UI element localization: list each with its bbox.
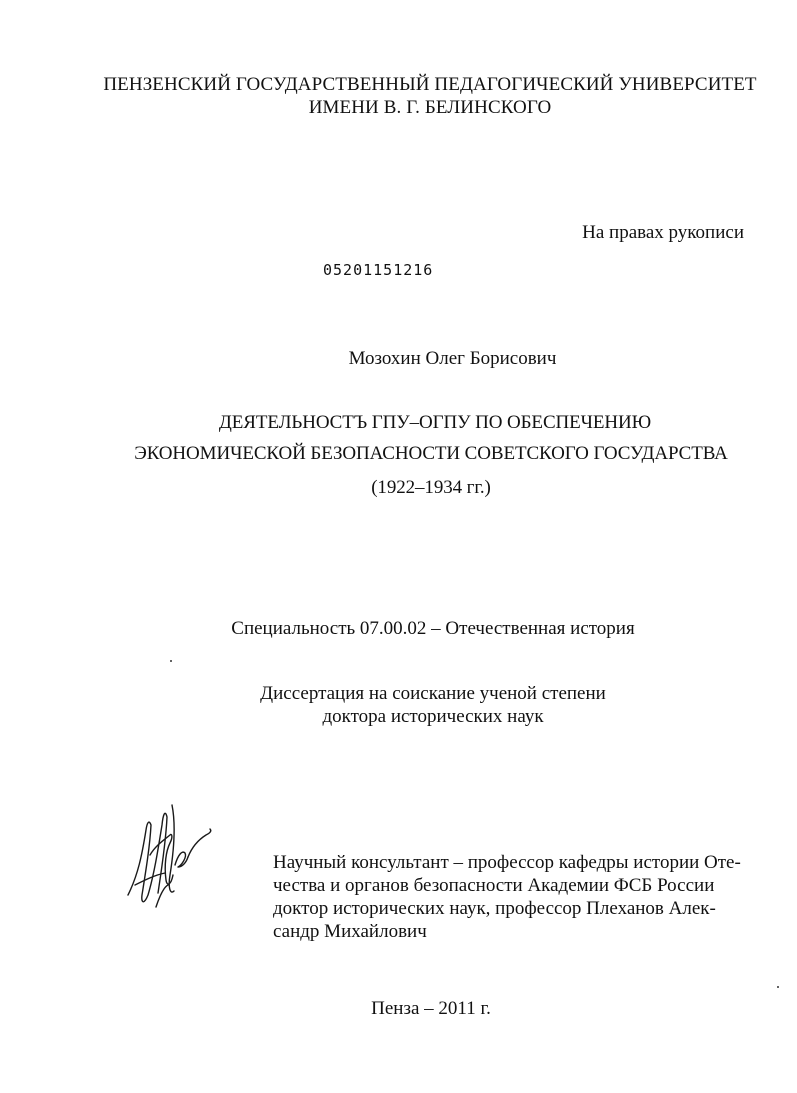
city-and-year: Пенза – 2011 г.	[371, 998, 491, 1019]
author-name: Мозохин Олег Борисович	[348, 348, 557, 369]
university-name-line1: ПЕНЗЕНСКИЙ ГОСУДАРСТВЕННЫЙ ПЕДАГОГИЧЕСКИЙ УНИВЕРСИТЕТ	[103, 74, 757, 95]
university-name-line2: ИМЕНИ В. Г. БЕЛИНСКОГО	[308, 97, 552, 118]
consultant-line3: доктор исторических наук, профессор Плеханов Алек-	[273, 898, 716, 919]
handwritten-signature	[120, 795, 220, 920]
scientific-consultant-block	[273, 851, 763, 943]
dissertation-title-years: (1922–1934 гг.)	[371, 477, 491, 498]
degree-statement-line1: Диссертация на соискание ученой степени	[260, 683, 606, 704]
catalog-number: 05201151216	[323, 261, 434, 279]
consultant-line4: сандр Михайлович	[273, 921, 427, 942]
consultant-line2: чества и органов безопасности Академии ФСБ России	[273, 875, 715, 896]
dissertation-title-line2: ЭКОНОМИЧЕСКОЙ БЕЗОПАСНОСТИ СОВЕТСКОГО ГОСУДАРСТВА	[134, 443, 728, 464]
scan-speck	[777, 986, 779, 988]
scan-speck	[170, 660, 172, 662]
dissertation-title-line1: ДЕЯТЕЛЬНОСТЪ ГПУ–ОГПУ ПО ОБЕСПЕЧЕНИЮ	[218, 412, 652, 433]
consultant-line1: Научный консультант – профессор кафедры истории Оте-	[273, 852, 741, 873]
specialty-code: Специальность 07.00.02 – Отечественная история	[231, 618, 635, 639]
degree-statement-line2: доктора исторических наук	[322, 706, 544, 727]
manuscript-rights-note: На правах рукописи	[582, 222, 744, 243]
